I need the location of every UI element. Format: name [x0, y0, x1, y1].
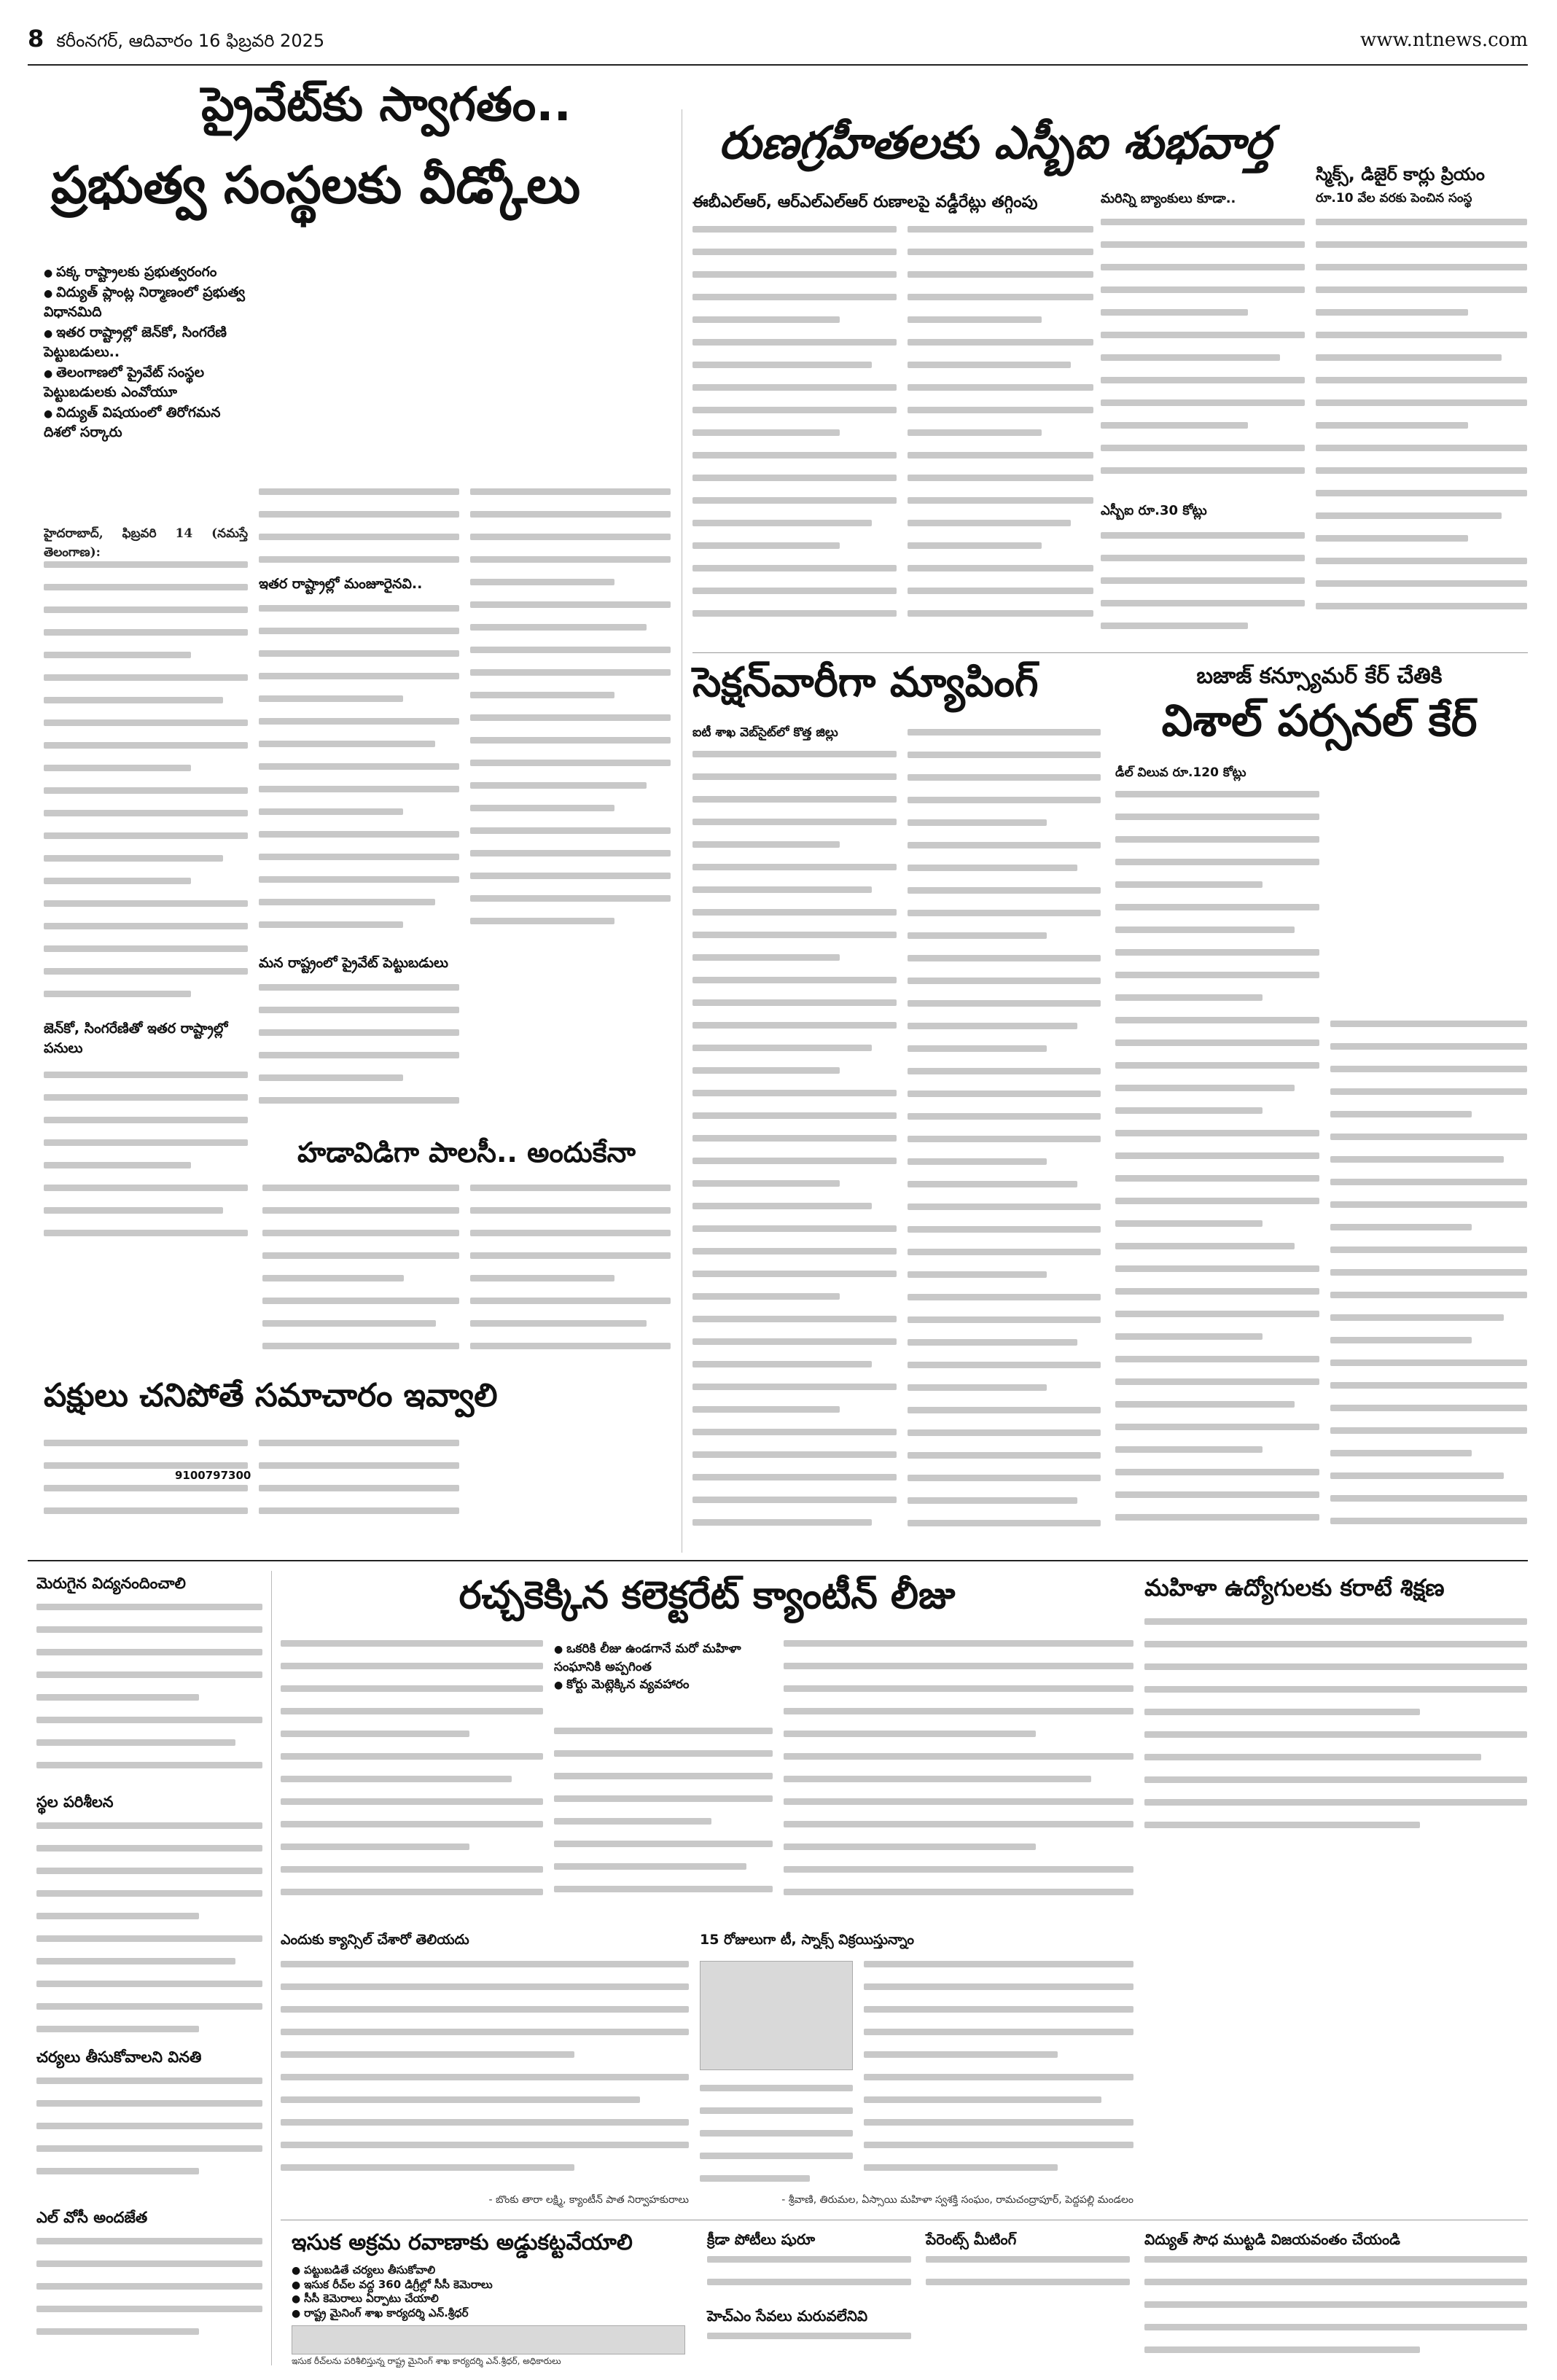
- short-sports-text: [707, 2256, 911, 2300]
- story-canteen-15days-text: [864, 1961, 1133, 2194]
- story-parties-col2-text: [259, 1440, 459, 1542]
- story-mapping-subhead: ఐటీ శాఖ వెబ్‌సైట్‌లో కొత్త జిల్లు: [692, 725, 838, 740]
- sand-photo: [292, 2325, 685, 2354]
- story-parties-col1-text: [44, 1440, 248, 1542]
- story-sbi-col1-text: [692, 226, 897, 634]
- bullet-item: ● సీసీ కెమెరాలు ఏర్పాటు చేయాలి: [292, 2292, 685, 2306]
- story-canteen-headline: రచ్చకెక్కిన కలెక్టరేట్‌ క్యాంటీన్‌ లీజు: [458, 1574, 956, 1618]
- story-canteen-col1-text: [281, 1640, 543, 1917]
- story-sbi-subhead: ఈబీఎల్‌ఆర్‌, ఆర్‌ఎల్‌ఎల్‌ఆర్‌ రుణాలపై వడ్డీరేట్లు తగ్గింపు: [692, 193, 1038, 211]
- story-private-col1-text: [44, 561, 248, 1013]
- story-sbi-headline: రుణగ్రహీతలకు ఎస్బీఐ శుభవార్త: [718, 116, 1272, 169]
- story-bajaj-headline: విశాల్‌ పర్సనల్‌ కేర్‌: [1161, 695, 1478, 746]
- story-canteen-sub-15days: 15 రోజులుగా టీ, స్నాక్స్‌ విక్రయిస్తున్నాం: [700, 1932, 914, 1948]
- canteen-photo: [700, 1961, 853, 2070]
- story-mapping-headline: సెక్షన్‌వారీగా మ్యాపింగ్‌: [692, 659, 1039, 706]
- story-card-headline: స్మిక్స్‌, డిజైర్‌ కార్లు ప్రియం: [1316, 164, 1485, 184]
- story-bajaj-deal: డీల్‌ విలువ రూ.120 కోట్లు: [1115, 765, 1246, 780]
- story-private-headline-2: ప్రభుత్వ సంస్థలకు వీడ్కోలు: [51, 155, 581, 215]
- story-canteen-quote-2: - శ్రీవాణి, తిరుమల, ఏస్సాయి మహిళా స్వశక్తి సంఘం, రామచంద్రాపూర్‌, పెద్దపల్లి మండలం: [781, 2194, 1133, 2206]
- bullet-item: ● పక్క రాష్ట్రాలకు ప్రభుత్వరంగం: [44, 262, 248, 283]
- story-canteen-col2-text: [554, 1728, 773, 1917]
- story-parties-headline: పక్షులు చనిపోతే సమాచారం ఇవ్వాలి: [44, 1377, 498, 1414]
- story-policy-col2-text: [470, 1185, 671, 1367]
- story-private-headline-1: ప్రైవేట్‌కు స్వాగతం..: [201, 78, 571, 132]
- dateline: కరీంనగర్, ఆదివారం 16 ఫిబ్రవరి 2025: [56, 31, 325, 51]
- page-header-left: [28, 25, 407, 54]
- story-private-col1b-text: [44, 1072, 248, 1239]
- story-mapping-col1-text: [692, 751, 897, 1553]
- left-section-1-text: [36, 1604, 262, 1786]
- header-rule: [28, 64, 1528, 66]
- bullet-item: ● తెలంగాణలో ప్రైవేట్‌ సంస్థల పెట్టుబడులకు ఎంవోయూ: [44, 363, 248, 403]
- story-mapping-col2-text: [908, 729, 1101, 1553]
- story-card-subhead: రూ.10 వేల వరకు పెంచిన సంస్థ: [1316, 191, 1472, 206]
- story-sbi-col3-text: [1101, 219, 1305, 496]
- left-section-1: మెరుగైన విద్యనందించాలి: [36, 1575, 186, 1592]
- story-sbi-note: ఎస్బీఐ రూ.30 కోట్లు: [1101, 503, 1207, 518]
- bullet-item: ● ఒకరికి లీజు ఉండగానే మరో మహిళా సంఘానికి అప్పగింత: [554, 1640, 773, 1676]
- bullet-item: ● ఇతర రాష్ట్రాల్లో జెన్‌కో, సింగరేణి పెట్టుబడులు..: [44, 323, 248, 363]
- bullet-item: ● రాష్ట్ర మైనింగ్‌ శాఖ కార్యదర్శి ఎన్‌.శ్రీధర్‌: [292, 2306, 685, 2321]
- website-url[interactable]: www.ntnews.com: [1359, 29, 1528, 51]
- story-card-text: [1316, 219, 1527, 649]
- story-canteen-sub-cancel: ఎందుకు క్యాన్సిల్‌ చేశారో తెలియదు: [281, 1932, 469, 1948]
- story-private-opening: హైదరాబాద్‌, ఫిబ్రవరి 14 (నమస్తే తెలంగాణ):: [44, 526, 248, 560]
- story-sand-bullets: [292, 2263, 685, 2320]
- left-section-2-text: [36, 1822, 262, 2041]
- bullet-item: ● విద్యుత్‌ ప్లాంట్ల నిర్మాణంలో ప్రభుత్వ విధానమిది: [44, 283, 248, 323]
- story-private-col2-text: [259, 488, 459, 569]
- story-bajaj-kicker: బజాజ్‌ కన్స్యూమర్‌ కేర్‌ చేతికి: [1196, 663, 1443, 689]
- divider: [692, 652, 1528, 653]
- left-section-2: స్థల పరిశీలన: [36, 1793, 114, 1811]
- page-number: 8: [28, 25, 44, 52]
- story-canteen-col3-text: [784, 1640, 1133, 1917]
- story-karate-text: [1144, 1618, 1527, 1837]
- story-private-private-sub: మన రాష్ట్రంలో ప్రైవేట్‌ పెట్టుబడులు: [259, 955, 448, 971]
- story-bajaj-col2-text: [1330, 1021, 1527, 1549]
- story-policy-col1-text: [262, 1185, 459, 1367]
- story-parties-phone: 9100797300: [175, 1469, 251, 1482]
- story-private-other-states-sub: ఇతర రాష్ట్రాల్లో మంజూరైనవి..: [259, 576, 423, 592]
- story-canteen-quote-1: - బొంకు తారా లక్ష్మి, క్యాంటీన్‌ పాత నిర్వాహకురాలు: [488, 2194, 689, 2206]
- story-sbi-col2-text: [908, 226, 1093, 634]
- story-sand-headline: ఇసుక అక్రమ రవాణాకు అడ్డుకట్టవేయాలి: [292, 2230, 633, 2255]
- short-hmo-text: [707, 2333, 911, 2362]
- story-sand-caption: ఇసుక రీచ్‌లను పరిశీలిస్తున్న రాష్ట్ర మైనింగ్‌ శాఖ కార్యదర్శి ఎన్‌.శ్రీధర్‌, అధికారులు: [292, 2356, 561, 2366]
- left-section-4: ఎల్‌ వోసీ అందజేత: [36, 2209, 148, 2226]
- story-policy-headline: హడావిడిగా పాలసీ.. అందుకేనా: [297, 1136, 636, 1168]
- short-electricity: విద్యుత్‌ సౌధ ముట్టడి విజయవంతం చేయండి: [1144, 2231, 1400, 2248]
- section-divider: [28, 1560, 1528, 1561]
- story-private-col2b-text: [259, 605, 459, 948]
- story-canteen-15days-text-b: [700, 2085, 853, 2194]
- bullet-item: ● పట్టుబడితే చర్యలు తీసుకోవాలి: [292, 2263, 685, 2278]
- left-section-3: చర్యలు తీసుకోవాలని వినతి: [36, 2048, 202, 2066]
- story-canteen-bullets: [554, 1640, 773, 1694]
- left-section-4-text: [36, 2238, 262, 2362]
- story-bajaj-col1-text: [1115, 791, 1319, 1549]
- short-electricity-text: [1144, 2256, 1527, 2362]
- short-sports: క్రీడా పోటీలు షురూ: [707, 2231, 816, 2248]
- story-private-col3-text: [470, 488, 671, 940]
- story-private-genco-sub: జెన్‌కో, సింగరేణితో ఇతర రాష్ట్రాల్లో పనులు: [44, 1021, 228, 1056]
- story-private-bullets: [44, 262, 248, 443]
- story-karate-headline: మహిళా ఉద్యోగులకు కరాటే శిక్షణ: [1144, 1574, 1445, 1601]
- bullet-item: ● కోర్టు మెట్లెక్కిన వ్యవహారం: [554, 1676, 773, 1694]
- story-sbi-col3b-text: [1101, 532, 1305, 649]
- bullet-item: ● ఇసుక రీచ్‌ల వద్ద 360 డిగ్రీల్లో సీసీ కెమెరాలు: [292, 2278, 685, 2293]
- left-section-3-text: [36, 2077, 262, 2201]
- story-sbi-side-sub: మరిన్ని బ్యాంకులు కూడా..: [1101, 191, 1236, 206]
- story-private-col2c-text: [259, 984, 459, 1130]
- short-parents-meeting: పేరెంట్స్‌ మీటింగ్‌: [926, 2231, 1017, 2248]
- short-hmo: హెచ్‌ఎం సేవలు మరువలేనివి: [707, 2307, 868, 2325]
- col-divider: [271, 1571, 272, 2365]
- short-parents-text: [926, 2256, 1130, 2300]
- bullet-item: ● విద్యుత్‌ విషయంలో తిరోగమన దిశలో సర్కారు: [44, 403, 248, 443]
- story-canteen-cancel-text: [281, 1961, 689, 2194]
